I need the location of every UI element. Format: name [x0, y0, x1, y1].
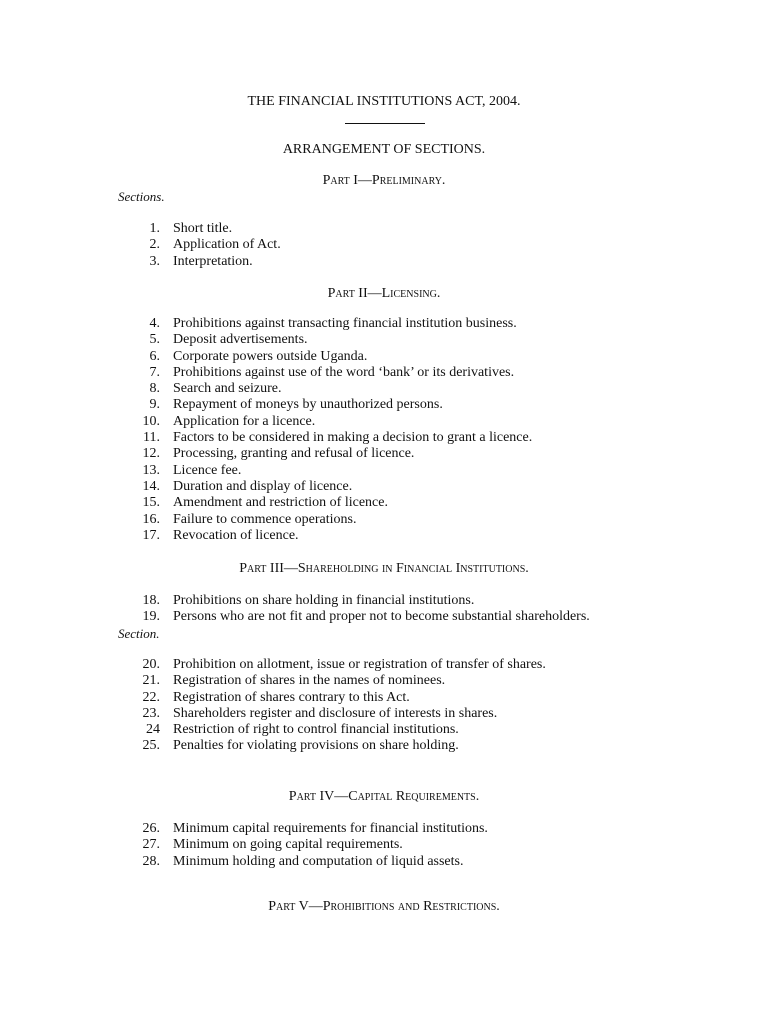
section-number: 16. [142, 511, 160, 527]
title-rule [345, 123, 425, 124]
section-title: Search and seizure. [173, 381, 282, 397]
arrangement-heading: ARRANGEMENT OF SECTIONS. [282, 142, 486, 157]
section-number: 22. [142, 689, 160, 705]
section-number: 5. [149, 332, 160, 348]
section-title: Failure to commence operations. [173, 511, 357, 527]
section-label: Section. [118, 626, 160, 641]
section-title: Shareholders register and disclosure of interests in shares. [173, 705, 498, 721]
section-title: Restriction of right to control financial institutions. [173, 722, 459, 738]
section-number: 9. [149, 397, 160, 413]
section-title: Factors to be considered in making a decision to grant a licence. [173, 430, 533, 446]
section-title: Registration of shares contrary to this Act. [173, 689, 410, 705]
section-number: 1. [149, 221, 160, 236]
section-number: 12. [142, 446, 160, 462]
section-number: 23. [142, 705, 160, 721]
section-title: Revocation of licence. [173, 527, 299, 543]
section-title: Interpretation. [173, 253, 253, 269]
section-number: 19. [142, 609, 160, 625]
section-number: 21. [142, 673, 160, 689]
section-title: Application of Act. [173, 237, 281, 253]
section-number: 10. [142, 413, 160, 429]
part-heading: Part II—Licensing. [327, 286, 441, 301]
section-number: 4. [149, 316, 160, 331]
section-title: Persons who are not fit and proper not to become substantial shareholders. [173, 609, 590, 625]
section-title: Duration and display of licence. [173, 478, 353, 494]
section-title: Processing, granting and refusal of licence. [173, 446, 415, 462]
section-number: 27. [142, 837, 160, 853]
section-number: 11. [143, 430, 160, 446]
section-number: 2. [149, 237, 160, 253]
section-title: Penalties for violating provisions on share holding. [173, 738, 459, 754]
section-number: 24 [146, 722, 160, 738]
section-number: 8. [149, 381, 160, 397]
section-title: Amendment and restriction of licence. [173, 495, 388, 511]
section-title: Deposit advertisements. [173, 332, 308, 348]
section-title: Repayment of moneys by unauthorized persons. [173, 397, 443, 413]
section-title: Prohibitions against transacting financial institution business. [173, 316, 517, 331]
sections-label: Sections. [118, 189, 165, 204]
document-title: THE FINANCIAL INSTITUTIONS ACT, 2004. [247, 94, 521, 109]
section-title: Corporate powers outside Uganda. [173, 348, 368, 364]
section-title: Prohibitions against use of the word ‘bank’ or its derivatives. [173, 364, 515, 380]
section-number: 20. [142, 657, 160, 672]
section-number: 26. [142, 821, 160, 836]
section-number: 7. [149, 364, 160, 380]
section-number: 17. [142, 527, 160, 543]
section-number: 25. [142, 738, 160, 754]
section-title: Licence fee. [173, 462, 242, 478]
part-heading: Part IV—Capital Requirements. [288, 789, 480, 804]
section-title: Minimum capital requirements for financial institutions. [173, 821, 488, 836]
part-heading: Part III—Shareholding in Financial Institutions. [239, 561, 529, 576]
section-title: Prohibitions on share holding in financial institutions. [173, 593, 475, 608]
section-title: Registration of shares in the names of nominees. [173, 673, 446, 689]
section-title: Minimum holding and computation of liquid assets. [173, 853, 464, 869]
section-number: 14. [142, 478, 160, 494]
section-title: Minimum on going capital requirements. [173, 837, 403, 853]
section-title: Prohibition on allotment, issue or registration of transfer of shares. [173, 657, 546, 672]
part-heading: Part I—Preliminary. [322, 173, 446, 188]
section-number: 13. [142, 462, 160, 478]
part-heading: Part V—Prohibitions and Restrictions. [268, 899, 500, 914]
section-number: 6. [149, 348, 160, 364]
section-number: 15. [142, 495, 160, 511]
section-number: 18. [142, 593, 160, 608]
section-title: Short title. [173, 221, 233, 236]
section-title: Application for a licence. [173, 413, 316, 429]
section-number: 28. [142, 853, 160, 869]
section-number: 3. [149, 253, 160, 269]
